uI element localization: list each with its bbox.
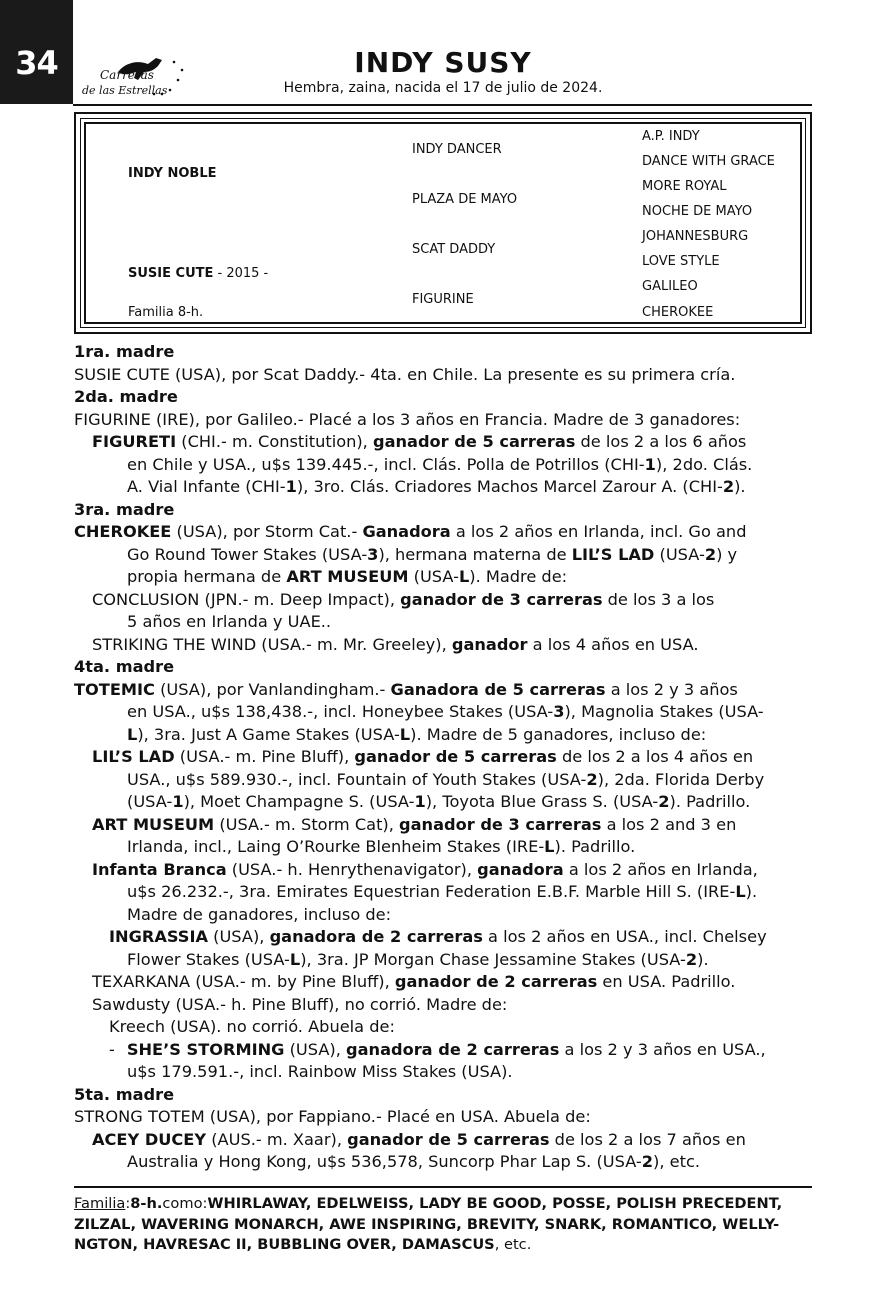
pedigree-gen2: FIGURINE [412,292,474,307]
pedigree-gen3: DANCE WITH GRACE [642,154,775,169]
second-dam-text: FIGURINE (IRE), por Galileo.- Placé a los 3 años en Francia. Madre de 3 ganadores: [74,409,741,429]
lot-number: 34 [15,44,58,82]
fourth-dam-text: TOTEMIC (USA), por Vanlandingham.- Ganadora de 5 carreras a los 2 y 3 años [74,679,738,699]
logo-text-1: Carreras [100,68,154,82]
footer-rule [74,1186,812,1188]
produce-entry: - SHE’S STORMING (USA), ganadora de 2 carreras a los 2 y 3 años en USA., [109,1039,766,1059]
pedigree-gen3: A.P. INDY [642,129,700,144]
pedigree-gen3: GALILEO [642,279,698,294]
pedigree-family: Familia 8-h. [128,305,204,320]
section-heading: 5ta. madre [74,1084,175,1104]
produce-entry: Infanta Branca (USA.- h. Henrythenavigator), ganadora a los 2 años en Irlanda, [92,859,758,879]
section-heading: 1ra. madre [74,342,175,361]
fifth-dam-text: STRONG TOTEM (USA), por Fappiano.- Placé en USA. Abuela de: [74,1107,591,1126]
produce-entry: Sawdusty (USA.- h. Pine Bluff), no corrió. Madre de: [92,994,508,1014]
pedigree-dam: SUSIE CUTE [128,266,214,281]
pedigree-gen3: LOVE STYLE [642,254,720,269]
pedigree-box [74,112,812,334]
family-footer: Familia:8-h.como:WHIRLAWAY, EDELWEISS, LADY BE GOOD, POSSE, POLISH PRECEDENT, ZILZAL, WAVERING MONARCH, AWE INSPIRING, BREVITY, SNARK, ROMANTICO, WELLY- NGTON, HAVRESAC II, BUBBLING OVER, DAMASCUS, etc. [74,1195,783,1253]
produce-entry: INGRASSIA (USA), ganadora de 2 carreras a los 2 años en USA., incl. Chelsey [109,927,767,946]
pedigree-gen2: SCAT DADDY [412,242,496,257]
produce-entry: Kreech (USA). no corrió. Abuela de: [109,1017,395,1036]
produce-entry: LIL’S LAD (USA.- m. Pine Bluff), ganador de 5 carreras de los 2 a los 4 años en [92,747,754,766]
first-dam-text: SUSIE CUTE (USA), por Scat Daddy.- 4ta. en Chile. La presente es su primera cría. [74,364,736,384]
section-heading: 3ra. madre [74,499,175,519]
pedigree-gen3: MORE ROYAL [642,179,727,194]
pedigree-gen2: INDY DANCER [412,142,502,157]
pedigree-dam-year: - 2015 - [213,266,269,281]
family-label: Familia [74,1195,126,1212]
section-heading: 4ta. madre [74,657,175,676]
produce-entry: TEXARKANA (USA.- m. by Pine Bluff), ganador de 2 carreras en USA. Padrillo. [92,972,736,991]
produce-entry: STRIKING THE WIND (USA.- m. Mr. Greeley), ganador a los 4 años en USA. [92,634,699,654]
horse-name: INDY SUSY [354,46,532,79]
pedigree-gen3: CHEROKEE [642,305,714,320]
pedigree-gen2: PLAZA DE MAYO [412,192,518,207]
third-dam-text: CHEROKEE (USA), por Storm Cat.- Ganadora a los 2 años en Irlanda, incl. Go and [74,522,747,541]
logo-text-2: de las Estrellas [82,84,168,97]
horse-description: Hembra, zaina, nacida el 17 de julio de 2024. [283,80,603,96]
produce-entry: ACEY DUCEY (AUS.- m. Xaar), ganador de 5 carreras de los 2 a los 7 años en [92,1129,746,1149]
header-rule [73,104,812,106]
produce-entry: ART MUSEUM (USA.- m. Storm Cat), ganador de 3 carreras a los 2 and 3 en [92,814,737,834]
pedigree-sire: INDY NOBLE [128,166,217,181]
pedigree-gen3: NOCHE DE MAYO [642,204,753,219]
produce-entry: FIGURETI (CHI.- m. Constitution), ganador de 5 carreras de los 2 a los 6 años [92,432,747,451]
pedigree-notes: 1ra. madre SUSIE CUTE (USA), por Scat Daddy.- 4ta. en Chile. La presente es su primera cría. 2da. madre FIGURINE (IRE), por Galileo.- Placé a los 3 años en Francia. Madre de 3 ganadores: FIGURETI (CHI.- m. Constitution), ganador de 5 carreras de los 2 a los 6 años en Chile y USA., u$s 139.445.-, incl. Clás. Polla de Potrillos (CHI-1), 2do. Clás. A. Vial Infante (CHI-1), 3ro. Clás. Criadores Machos Marcel Zarour A. (CHI-2). 3ra. madre CHEROKEE (USA), por Storm Cat.- Ganadora a los 2 años en Irlanda, incl. Go and Go Round Tower Stakes (USA-3), hermana materna de LIL’S LAD (USA-2) y propia hermana de ART MUSEUM (USA-L). Madre de: CONCLUSION (JPN.- m. Deep Impact), ganador de 3 carreras de los 3 a los 5 años en Irlanda y UAE.. STRIKING THE WIND (USA.- m. Mr. Greeley), ganador a los 4 años en USA. 4ta. madre TOTEMIC (USA), por Vanlandingham.- Ganadora de 5 carreras a los 2 y 3 años en USA., u$s 138,438.-, incl. Honeybee Stakes (USA-3), Magnolia Stakes (USA- L), 3ra. Just A Game Stakes (USA-L). Madre de 5 ganadores, incluso de: LIL’S LAD (USA.- m. Pine Bluff), ganador de 5 carreras de los 2 a los 4 años en USA., u$s 589.930.-, incl. Fountain of Youth Stakes (USA-2), 2da. Florida Derby (USA-1), Moet Champagne S. (USA-1), Toyota Blue Grass S. (USA-2). Padrillo. ART MUSEUM (USA.- m. Storm Cat), ganador de 3 carreras a los 2 and 3 en Irlanda, incl., Laing O’Rourke Blenheim Stakes (IRE-L). Padrillo. Infanta Branca (USA.- h. Henrythenavigator), ganadora a los 2 años en Irlanda, u$s 26.232.-, 3ra. Emirates Equestrian Federation E.B.F. Marble Hill S. (IRE-L). Madre de ganadores, incluso de: INGRASSIA (USA), ganadora de 2 carreras a los 2 años en USA., incl. Chelsey Flower Stakes (USA-L), 3ra. JP Morgan Chase Jessamine Stakes (USA-2). TEXARKANA (USA.- m. by Pine Bluff), ganador de 2 carreras en USA. Padrillo. Sawdusty (USA.- h. Pine Bluff), no corrió. Madre de: Kreech (USA). no corrió. Abuela de: - SHE’S STORMING (USA), ganadora de 2 carreras a los 2 y 3 años en USA., u$s 179.591.-, incl. Rainbow Miss Stakes (USA). 5ta. madre STRONG TOTEM (USA), por Fappiano.- Placé en USA. Abuela de: ACEY DUCEY (AUS.- m. Xaar), ganador de 5 carreras de los 2 a los 7 años en Australia y Hong Kong, u$s 536,578, Suncorp Phar Lap S. (USA-2), etc. [74,341,814,1174]
produce-entry: CONCLUSION (JPN.- m. Deep Impact), ganador de 3 carreras de los 3 a los [92,589,715,609]
section-heading: 2da. madre [74,387,178,406]
pedigree-gen3: JOHANNESBURG [642,229,749,244]
